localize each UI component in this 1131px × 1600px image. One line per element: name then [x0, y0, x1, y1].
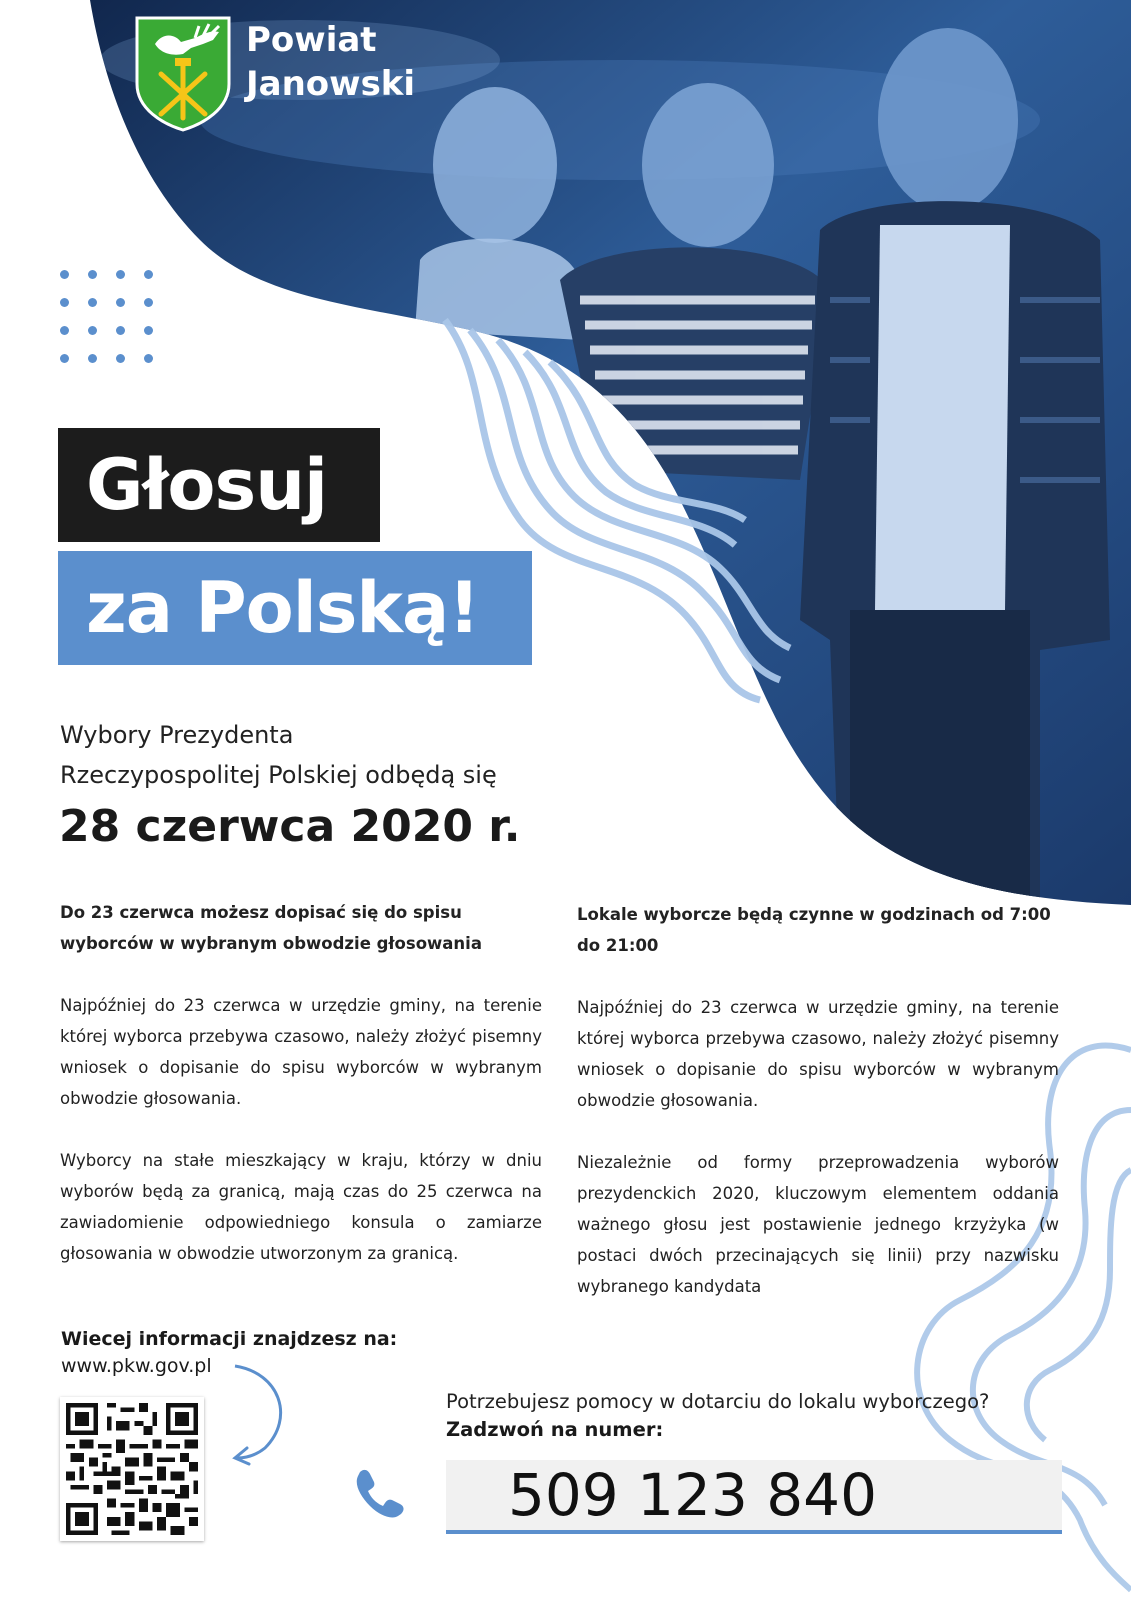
- headline-line1: Głosuj: [58, 428, 380, 542]
- intro-line2: Rzeczypospolitej Polskiej odbędą się: [60, 761, 497, 789]
- pkw-link[interactable]: www.pkw.gov.pl: [61, 1355, 212, 1377]
- qr-code-icon: [66, 1403, 198, 1535]
- right-column-paragraph1: Najpóźniej do 23 czerwca w urzędzie gminy, na terenie której wyborca przebywa czasowo, należy złożyć pisemny wniosek o dopisanie do spisu wyborców w wybranym obwodzie głosowania.: [577, 998, 1059, 1110]
- coat-of-arms-icon: [133, 14, 233, 132]
- left-column-heading: Do 23 czerwca możesz dopisać się do spisu wyborców w wybranym obwodzie głosowania: [60, 903, 482, 953]
- more-info-heading: Wiecej informacji znajdzesz na:: [61, 1328, 398, 1350]
- election-date: 28 czerwca 2020 r.: [59, 801, 521, 852]
- left-column-paragraph2: Wyborcy na stałe mieszkający w kraju, którzy w dniu wyborów będą za granicą, mają czas do 25 czerwca na zawiadomienie odpowiedniego konsula o zamiarze głosowania w obwodzie utworzonym za granicą.: [60, 1151, 542, 1263]
- brand-line1: Powiat: [246, 20, 377, 60]
- phone-icon: [352, 1466, 404, 1518]
- left-info-column: [60, 897, 542, 1300]
- call-label: Zadzwoń na numer:: [446, 1418, 664, 1441]
- qr-code[interactable]: [60, 1397, 204, 1541]
- curved-arrow-icon: [225, 1358, 295, 1468]
- right-column-heading: Lokale wyborcze będą czynne w godzinach od 7:00 do 21:00: [577, 905, 1051, 955]
- intro-line1: Wybory Prezydenta: [60, 721, 294, 749]
- left-column-paragraph1: Najpóźniej do 23 czerwca w urzędzie gminy, na terenie której wyborca przebywa czasowo, należy złożyć pisemny wniosek o dopisanie do spisu wyborców w wybranym obwodzie głosowania.: [60, 996, 542, 1108]
- brand-name: [246, 18, 415, 106]
- phone-number-box[interactable]: [446, 1460, 1062, 1534]
- right-column-paragraph2: Niezależnie od formy przeprowadzenia wyborów prezydenckich 2020, kluczowym elementem oddania ważnego głosu jest postawienie jednego krzyżyka (w postaci dwóch przecinających się linii) przy nazwisku wybranego kandydata: [577, 1153, 1059, 1296]
- phone-number[interactable]: 509 123 840: [508, 1461, 877, 1529]
- election-intro: [60, 715, 580, 795]
- help-question: Potrzebujesz pomocy w dotarciu do lokalu wyborczego?: [446, 1390, 990, 1413]
- right-info-column: [577, 899, 1059, 1333]
- brand-line2: Janowski: [246, 64, 416, 104]
- headline-line2: za Polską!: [58, 551, 532, 665]
